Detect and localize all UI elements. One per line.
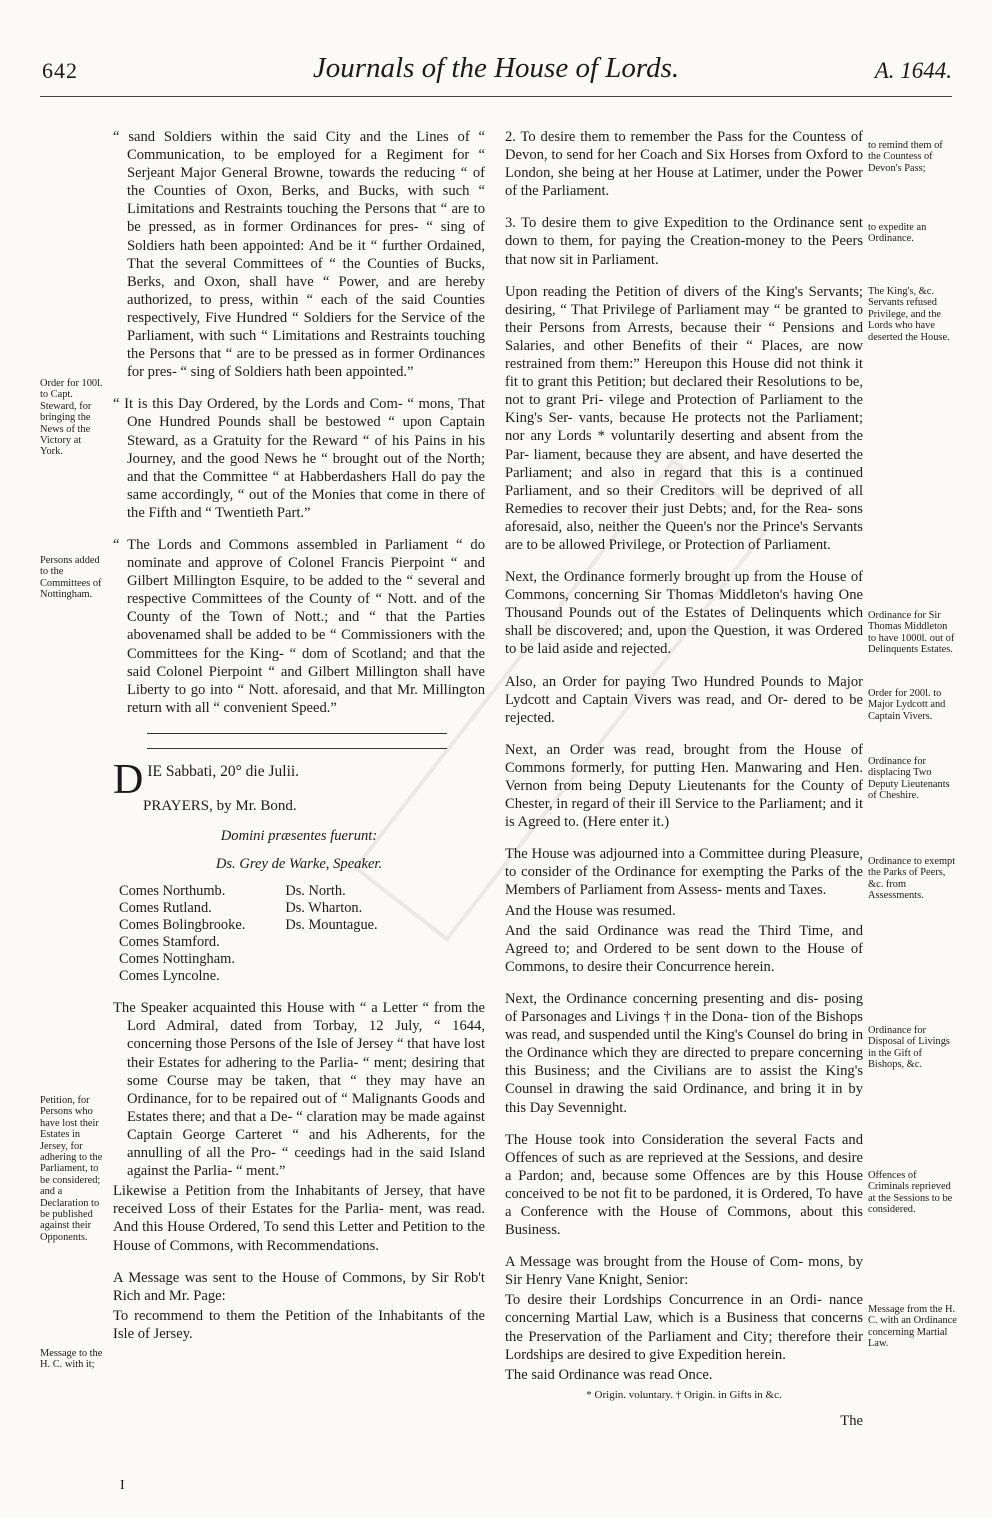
order-steward-text: “ It is this Day Ordered, by the Lords and Com- “ mons, That One Hundred Pounds shall be bestowed “ upon Captain Steward, as a Gratuity for the Reward “ of his Pains in his Journey, and the good News he “ brought out of the North; and that the Committee “ at Habberdashers Hall do pay the same accordingly, “ out of the Monies that come in there of the Fifth and “ Twentieth Part.”: [113, 396, 485, 521]
date-heading-text: IE Sabbati, 20° die Julii.: [147, 762, 300, 780]
peer-name: Comes Rutland.: [119, 900, 212, 917]
peer-name: Comes Lyncolne.: [119, 968, 220, 985]
petition-text: Likewise a Petition from the Inhabitants of Jersey, that have received Loss of their Estates for the Parlia- ment, was read. And this House Ordered, To send this Letter and Petition to the House of Commons, with Recommendations.: [113, 1183, 485, 1254]
left-column: [113, 128, 485, 1345]
margin-note-persons-added: Persons added to the Committees of Nottingham.: [40, 555, 102, 601]
margin-note-order-steward: Order for 100l. to Capt. Steward, for bringing the News of the Victory at York.: [40, 378, 103, 458]
lydcott-text: Also, an Order for paying Two Hundred Pounds to Major Lydcott and Captain Vivers was read, and Or- dered to be rejected.: [505, 673, 863, 726]
peer-name: Comes Nottingham.: [119, 951, 235, 968]
resumed-text: And the House was resumed.: [505, 902, 676, 919]
peers-list: [119, 883, 485, 985]
read-once-text: The said Ordinance was read Once.: [505, 1366, 713, 1383]
margin-note-lydcott: Order for 200l. to Major Lydcott and Captain Vivers.: [868, 688, 946, 722]
header-rule: [40, 96, 952, 97]
recommend-text: To recommend to them the Petition of the Inhabitants of the Isle of Jersey.: [113, 1307, 485, 1342]
message-hc-text: A Message was brought from the House of Com- mons, by Sir Henry Vane Knight, Senior:: [505, 1254, 863, 1289]
peer-name: Comes Stamford.: [119, 934, 220, 951]
margin-note-remind: to remind them of the Countess of Devon's Pass;: [868, 140, 943, 174]
speaker-letter-text: The Speaker acquainted this House with “ a Letter “ from the Lord Admiral, dated from Torbay, 12 July, “ 1644, concerning those Persons of the Isle of Jersey “ that have lost their Estates for adhering to the Parlia- “ ment; desiring that some Course may be taken, that “ they may have an Ordinance, for to be repaired out of “ Malignants Goods and Estates there; and that a De- “ claration may be made against Captain George Carteret “ and his Adherents, for the annulling of all the Pro- “ ceedings had in the said Island against the Parlia- “ ment.”: [113, 1000, 485, 1180]
margin-note-expedite: to expedite an Ordinance.: [868, 222, 927, 245]
prayers-line: PRAYERS, by Mr. Bond.: [143, 798, 297, 814]
third-time-text: And the said Ordinance was read the Third Time, and Agreed to; and Ordered to be sent down to the House of Commons, to desire their Concurrence herein.: [505, 922, 863, 975]
persons-added-text: “ The Lords and Commons assembled in Parliament “ do nominate and approve of Colonel Francis Pierpoint “ and Gilbert Millington Esquire, to be added to the “ several and respective Committees of the County of “ Nott. and of the County of the Town of Nott.; and “ that the Parties abovenamed shall be added to be “ Commissioners with the Committees for the King- “ dom of Scotland; and that the said Colonel Pierpoint “ and Gilbert Millington shall have Liberty to go into “ Nott. aforesaid, and that Mr. Millington return with all “ convenient Speed.”: [113, 536, 485, 716]
martial-text: To desire their Lordships Concurrence in an Ordi- nance concerning Martial Law, which is a Business that concerns the Preservation of the Parliament and City; therefore their Lordships are desired to give Expedition herein.: [505, 1292, 863, 1363]
page-year: A. 1644.: [874, 58, 952, 83]
kings-servants-text: Upon reading the Petition of divers of the King's Servants; desiring, “ That Privilege of Parliament may “ be granted to their Persons from Arrests, because their “ Pensions and Salaries, and other Benefits of their “ Places, are now restrained from them:” Hereupon this House did not think it fit to grant this Petition; but declared their Resolutions to be, not to grant Pri- vilege and Protection of Parliament to the King's Ser- vants, because He protects not the Parliament; nor any Lords * voluntarily deserting and absent from the Par- liament, because they are absent, and have deserted the Parliament; and also in regard that this is a continued Parliament, and so their Creditors will be deprived of all Remedies to recover their just Debts; and, for the Rea- sons aforesaid, also, neither the Queen's nor the Prince's Servants are to be allowed Privilege, or Protection of Parliament.: [505, 283, 863, 553]
speaker-line: Ds. Grey de Warke, Speaker.: [215, 856, 383, 873]
cheshire-text: Next, an Order was read, brought from the House of Commons formerly, for putting Hen. Manwaring and Hen. Vernon from being Deputy Lieutenants for the County of Chester, in regard of their ill Service to the Parliament; and it is Agreed to. (Here enter it.): [505, 741, 863, 831]
peer-name: Ds. Wharton.: [285, 900, 363, 917]
section-rule: [147, 733, 447, 734]
margin-note-livings: Ordinance for Disposal of Livings in the Gift of Bishops, &c.: [868, 1025, 950, 1071]
margin-note-petition-jersey: Petition, for Persons who have lost their Estates in Jersey, for adhering to the Parliament, to be considered; and a Declaration to be published against their Opponents.: [40, 1095, 103, 1243]
item-2-text: 2. To desire them to remember the Pass for the Countess of Devon, to send for her Coach and Six Horses from Oxford to London, she being at her House at Latimer, under the Power of the Parliament.: [505, 129, 863, 200]
offences-text: The House took into Consideration the several Facts and Offences of such as are reprieved at the Sessions, and desire a Pardon; and, because some Offences are by this House conceived to be not fit to be pardoned, it is Ordered, To have a Conference with the House of Commons, about this Business.: [505, 1131, 863, 1239]
peer-name: Ds. Mountague.: [285, 917, 378, 934]
message-text: A Message was sent to the House of Commons, by Sir Rob't Rich and Mr. Page:: [113, 1269, 485, 1304]
footnote: * Origin. voluntary. † Origin. in Gifts in &c.: [586, 1388, 782, 1401]
margin-note-middleton: Ordinance for Sir Thomas Middleton to have 1000l. out of Delinquents Estates.: [868, 610, 955, 656]
peer-name: Ds. North.: [285, 883, 346, 900]
page-number: 642: [42, 58, 78, 83]
drop-cap: D: [113, 756, 144, 803]
date-heading: [113, 756, 485, 803]
item-3-text: 3. To desire them to give Expedition to the Ordinance sent down to them, for paying the Creation-money to the Peers that now sit in Parliament.: [505, 215, 863, 268]
signature-mark: I: [120, 1478, 125, 1493]
peers-column-domini: [285, 883, 377, 985]
margin-note-message-hc: Message to the H. C. with it;: [40, 1348, 103, 1371]
peer-name: Comes Northumb.: [119, 883, 226, 900]
domini-line: Domini præsentes fuerunt:: [220, 828, 378, 845]
peers-column-comes: [119, 883, 245, 985]
committee-text: The House was adjourned into a Committee during Pleasure, to consider of the Ordinance for exempting the Parks of the Members of Parliament from Assess- ments and Taxes.: [505, 846, 863, 899]
page-header: [0, 52, 992, 100]
ordinance-continuation: “ sand Soldiers within the said City and the Lines of “ Communication, to be employed for a Regiment for “ Serjeant Major General Browne, towards the reducing “ of the Counties of Oxon, Berks, and Bucks, with such “ Limitations and Restraints touching the Persons that “ are to be pressed, as in former Ordinances for pres- “ sing of Soldiers hath been appointed: And be it “ further Ordained, That the several Committees of “ the Counties of Bucks, Berks, and Oxon, shall have “ Power, and are hereby authorized, to press, within “ each of the said Counties respectively, Five Hundred “ Soldiers for the Service of the Parliament, with such “ Limitations and Restraints touching the Persons that “ are to be pressed as in former Ordinances for pres- “ sing of Soldiers hath been appointed.”: [113, 129, 485, 381]
margin-note-parks: Ordinance to exempt the Parks of Peers, &c. from Assessments.: [868, 856, 956, 902]
peer-name: Comes Bolingbrooke.: [119, 917, 246, 934]
section-rule-second: [147, 748, 447, 749]
margin-note-kings-servants: The King's, &c. Servants refused Privilege, and the Lords who have deserted the House.: [868, 286, 950, 343]
margin-note-cheshire: Ordinance for displacing Two Deputy Lieutenants of Cheshire.: [868, 756, 950, 802]
margin-note-martial: Message from the H. C. with an Ordinance concerning Martial Law.: [868, 1304, 957, 1350]
livings-text: Next, the Ordinance concerning presenting and dis- posing of Parsonages and Livings † in the Dona- tion of the Bishops was read, and suspended until the King's Counsel do bring in the Ordinance which they are directed to prepare concerning this Business; and the Civilians are to assist the King's Counsel in drawing the said Ordinance, and bring it in by this Day Sevennight.: [505, 990, 863, 1116]
margin-note-offences: Offences of Criminals reprieved at the Sessions to be considered.: [868, 1170, 953, 1216]
right-column: [505, 128, 863, 1430]
middleton-text: Next, the Ordinance formerly brought up from the House of Commons, concerning Sir Thomas Middleton's having One Thousand Pounds out of the Estates of Delinquents which shall be discovered; and, upon the Question, it was Ordered to be laid aside and rejected.: [505, 569, 863, 658]
page-title: Journals of the House of Lords.: [312, 52, 680, 84]
catchword: The: [840, 1412, 863, 1429]
